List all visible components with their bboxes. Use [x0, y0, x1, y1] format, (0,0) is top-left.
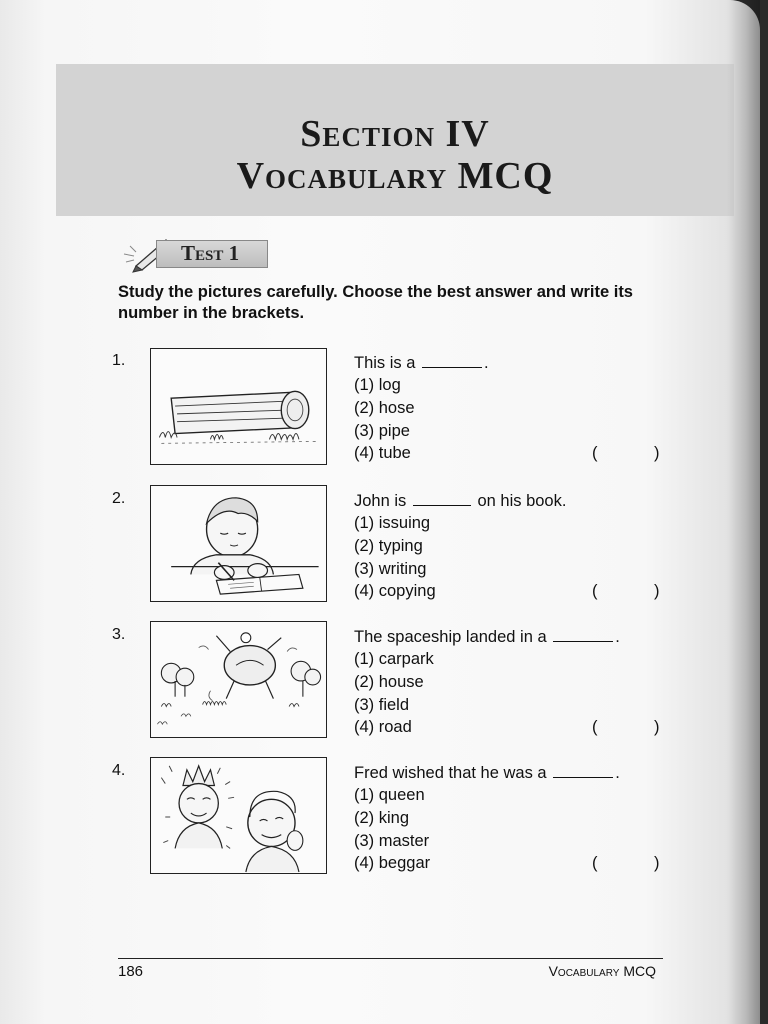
option: (2) house	[354, 672, 424, 691]
option: (1) log	[354, 376, 401, 394]
option-last	[354, 580, 674, 603]
test-tab	[156, 240, 268, 268]
test-badge	[120, 234, 268, 270]
option: (3) writing	[354, 559, 427, 578]
question-3	[354, 626, 674, 739]
question-4	[354, 762, 674, 875]
option: (2) typing	[354, 536, 423, 555]
question-stem: The spaceship landed in a	[354, 628, 547, 646]
log-drawing	[151, 349, 326, 464]
option: (1) queen	[354, 786, 425, 804]
question-1	[354, 352, 674, 465]
option: (3) pipe	[354, 421, 410, 440]
option: (2) hose	[354, 398, 415, 417]
spaceship-drawing	[151, 622, 326, 737]
instructions: Study the pictures carefully. Choose the best answer and write its number in the brackets.	[118, 283, 633, 322]
log-illustration	[150, 348, 327, 465]
footer-rule	[118, 958, 663, 959]
question-stem: Fred wished that he was a	[354, 764, 547, 782]
section-title: Section IV	[300, 113, 490, 155]
boy-writing-illustration	[150, 485, 327, 602]
question-number: 4.	[112, 762, 126, 779]
question-stem-end: .	[615, 628, 620, 646]
test-label: Test 1	[181, 241, 240, 265]
answer-blank	[413, 504, 471, 506]
question-stem-end: on his book.	[477, 492, 567, 510]
answer-bracket-open[interactable]: (	[592, 854, 598, 873]
option: (3) master	[354, 831, 430, 850]
answer-bracket-close[interactable]: )	[654, 582, 660, 601]
running-head: Vocabulary MCQ	[548, 963, 656, 979]
section-banner	[56, 64, 734, 216]
answer-bracket-close[interactable]: )	[654, 718, 660, 737]
page-number: 186	[118, 963, 144, 980]
question-number: 2.	[112, 490, 126, 507]
answer-bracket-open[interactable]: (	[592, 444, 598, 463]
option: (2) king	[354, 808, 410, 827]
answer-blank	[553, 776, 613, 778]
king-dreaming-illustration	[150, 757, 327, 874]
option-last	[354, 442, 674, 465]
question-stem-end: .	[615, 764, 620, 782]
boy-drawing	[151, 486, 326, 601]
answer-bracket-close[interactable]: )	[654, 444, 660, 463]
option-last	[354, 852, 674, 875]
spaceship-illustration	[150, 621, 327, 738]
option-last	[354, 716, 674, 739]
option: (1) issuing	[354, 514, 431, 532]
question-number: 1.	[112, 352, 126, 369]
option: (4) beggar	[354, 854, 431, 873]
option: (4) road	[354, 718, 412, 737]
answer-blank	[553, 640, 613, 642]
option: (4) tube	[354, 444, 411, 463]
question-number: 3.	[112, 626, 126, 643]
option: (3) field	[354, 695, 410, 714]
question-stem: John is	[354, 492, 407, 510]
question-2	[354, 490, 674, 603]
option: (1) carpark	[354, 650, 434, 668]
answer-bracket-close[interactable]: )	[654, 854, 660, 873]
section-subtitle: Vocabulary MCQ	[236, 155, 554, 197]
question-stem-end: .	[484, 354, 489, 372]
answer-blank	[422, 366, 482, 368]
question-stem: This is a	[354, 354, 416, 372]
answer-bracket-open[interactable]: (	[592, 582, 598, 601]
answer-bracket-open[interactable]: (	[592, 718, 598, 737]
king-drawing	[151, 758, 326, 873]
option: (4) copying	[354, 582, 436, 601]
